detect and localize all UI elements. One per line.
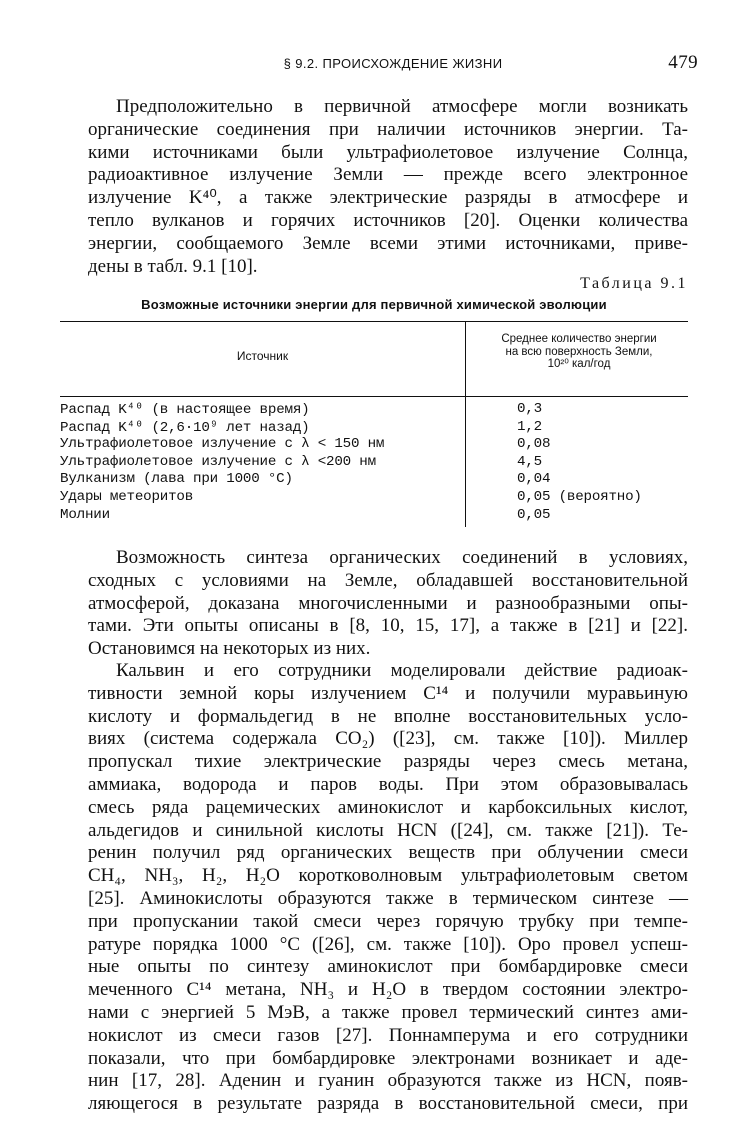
running-header [88, 52, 698, 78]
table-row [60, 419, 688, 437]
table-label: Таблица 9.1 [580, 275, 688, 292]
text-line: тивности земной коры излучением C¹⁴ и получили муравьиную [88, 682, 688, 704]
page-number: 479 [668, 52, 698, 73]
text-line: нокислот из смеси газов [27]. Поннамперума и его сотрудники [88, 1024, 688, 1046]
column-header-value [470, 333, 688, 371]
text-line: CH₄, NH₃, H₂, H₂O коротковолновым ультрафиолетовым светом [88, 865, 688, 887]
text-line: Кальвин и его сотрудники моделировали действие радиоак- [116, 660, 688, 681]
text-line: ные опыты по синтезу аминокислот при бомбардировке смеси [88, 956, 688, 978]
table-top-rule [60, 321, 688, 322]
experiments-paragraph [88, 660, 688, 1116]
text-line: тепло вулканов и горячих источников [20]. Оценки количества [88, 209, 688, 231]
table-body [60, 401, 688, 524]
source-cell: Вулканизм (лава при 1000 °C) [60, 471, 293, 488]
value-cell: 4,5 [517, 453, 542, 470]
value-cell: 1,2 [517, 418, 542, 435]
text-line: излучение K⁴⁰, а также электрические разряды в атмосфере и [88, 187, 688, 209]
value-cell: 0,08 [517, 436, 551, 453]
text-line: дены в табл. 9.1 [10]. [88, 255, 258, 277]
text-line: кими источниками были ультрафиолетовое излучение Солнца, [88, 141, 688, 163]
table-row [60, 436, 688, 454]
text-line: Предположительно в первичной атмосфере могли возникать [116, 96, 688, 117]
text-line: пропускал тихие электрические разряды через смесь метана, [88, 751, 688, 773]
text-line: ляющегося в результате разряда в восстановительной смеси, при [88, 1093, 688, 1115]
table-title: Возможные источники энергии для первичной химической эволюции [141, 297, 607, 312]
source-cell: Удары метеоритов [60, 488, 194, 505]
table-row [60, 489, 688, 507]
text-line: показали, что при бомбардировке электронами возникает и аде- [88, 1047, 688, 1069]
table-row [60, 454, 688, 472]
source-cell: Распад K⁴⁰ (в настоящее время) [60, 402, 310, 418]
text-line: аммиака, водорода и паров воды. При этом образовывалась [88, 773, 688, 795]
text-line: смесь ряда рацемических аминокислот и карбоксильных кислот, [88, 796, 688, 818]
column-header-line: на всю поверхность Земли, [505, 345, 653, 358]
table-header-rule [60, 396, 688, 397]
intro-paragraph [88, 96, 688, 278]
text-line: виях (система содержала CO₂) ([23], см. также [10]). Миллер [88, 728, 688, 750]
table-row [60, 507, 688, 525]
text-line: ратуре порядка 1000 °C ([26], см. также [10]). Оро провел успеш- [88, 933, 688, 955]
text-line: кислоту и формальдегид в не вполне восстановительных усло- [88, 705, 688, 727]
text-line: [25]. Аминокислоты образуются также в термическом синтезе — [88, 887, 688, 909]
column-header-source: Источник [236, 349, 289, 363]
source-cell: Распад K⁴⁰ (2,6·10⁹ лет назад) [60, 419, 310, 436]
value-cell: 0,3 [517, 401, 542, 417]
text-line: ренин получил ряд органических веществ при облучении смеси [88, 842, 688, 864]
text-line: при пропускании такой смеси через горячую трубку при темпе- [88, 910, 688, 932]
value-cell: 0,05 [517, 506, 551, 523]
text-line: Остановимся на некоторых из них. [88, 638, 371, 660]
text-line: энергии, сообщаемого Земле всеми этими источниками, приве- [88, 232, 688, 254]
text-line: тами. Эти опыты описаны в [8, 10, 15, 17], а также в [21] и [22]. [88, 615, 688, 637]
text-line: меченного C¹⁴ метана, NH₃ и H₂O в твердом состоянии электро- [88, 979, 688, 1001]
text-line: сходных с условиями на Земле, обладавшей восстановительной [88, 569, 688, 591]
value-cell: 0,05 (вероятно) [517, 488, 642, 505]
table-row [60, 401, 688, 419]
source-cell: Ультрафиолетовое излучение с λ <200 нм [60, 453, 376, 470]
column-header-line: 10²⁰ кал/год [547, 358, 611, 370]
source-cell: Ультрафиолетовое излучение с λ < 150 нм [60, 436, 385, 453]
text-line: органические соединения при наличии источников энергии. Та- [88, 118, 688, 140]
text-line: Возможность синтеза органических соединений в условиях, [116, 547, 688, 568]
source-cell: Молнии [60, 506, 110, 523]
text-line: нами с энергией 5 МэВ, а также провел термический синтез ами- [88, 1001, 688, 1023]
text-line: нин [17, 28]. Аденин и гуанин образуются также из HCN, появ- [88, 1070, 688, 1092]
synthesis-paragraph [88, 547, 688, 661]
column-header-line: Среднее количество энергии [501, 333, 657, 345]
energy-sources-table [60, 321, 688, 527]
text-line: радиоактивное излучение Земли — прежде всего электронное [88, 164, 688, 186]
section-title: § 9.2. ПРОИСХОЖДЕНИЕ ЖИЗНИ [283, 56, 503, 71]
text-line: альдегидов и синильной кислоты HCN ([24], см. также [21]). Те- [88, 819, 688, 841]
text-line: атмосферой, доказана многочисленными и разнообразными опы- [88, 592, 688, 614]
table-row [60, 471, 688, 489]
value-cell: 0,04 [517, 471, 551, 488]
